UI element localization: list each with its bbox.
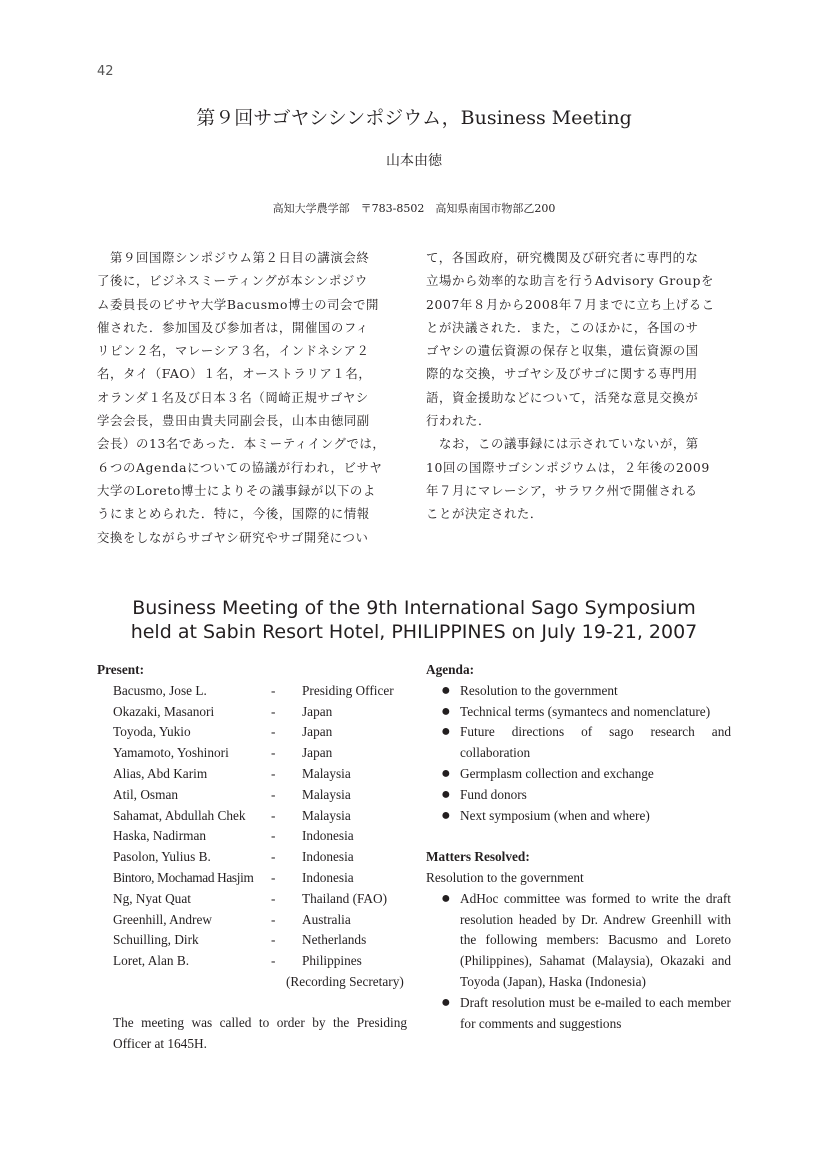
present-section xyxy=(97,660,407,1054)
attendee-role: Japan xyxy=(302,724,333,740)
jp-text-line: て，各国政府，研究機関及び研究者に専門的な xyxy=(426,250,699,265)
jp-text-line: 際的な交換，サゴヤシ及びサゴに関する専門用 xyxy=(426,366,698,382)
attendee-name: Sahamat, Abdullah Chek xyxy=(113,807,246,823)
jp-text-line: 年７月にマレーシア，サラワク州で開催される xyxy=(426,482,698,498)
attendee-dash: - xyxy=(271,911,276,927)
jp-text-line: うにまとめられた．特に，今後，国際的に情報 xyxy=(97,506,370,522)
bullet-icon: ● xyxy=(441,764,451,782)
attendee-row xyxy=(97,785,407,806)
attendee-dash: - xyxy=(271,932,276,948)
call-to-order-text: The meeting was called to order by the Presiding Officer at 1645H. xyxy=(113,1014,407,1051)
bullet-icon: ● xyxy=(441,993,451,1011)
agenda-item xyxy=(426,764,731,785)
matters-item xyxy=(426,993,731,1035)
attendee-dash: - xyxy=(271,703,276,719)
attendee-dash: - xyxy=(271,786,276,802)
attendee-role: Japan xyxy=(302,745,333,761)
jp-text-line: 10回の国際サゴシンポジウムは，２年後の2009 xyxy=(426,459,710,475)
attendee-name: Okazaki, Masanori xyxy=(113,703,215,719)
attendee-name: Schuilling, Dirk xyxy=(113,932,199,948)
attendee-name: Pasolon, Yulius B. xyxy=(113,849,211,865)
attendee-dash: - xyxy=(271,745,276,761)
agenda-item xyxy=(426,722,731,764)
attendee-name: Ng, Nyat Quat xyxy=(113,890,191,906)
agenda-item xyxy=(426,785,731,806)
bullet-icon: ● xyxy=(441,702,451,720)
attendee-dash: - xyxy=(271,724,276,740)
attendee-name: Yamamoto, Yoshinori xyxy=(113,745,229,761)
attendee-role: Philippines xyxy=(302,953,362,969)
agenda-item xyxy=(426,681,731,702)
attendee-dash: - xyxy=(271,953,276,969)
agenda-item-text: Future directions of sago research and collaboration xyxy=(460,724,731,761)
jp-text-line: 大学のLoreto博士によりその議事録が以下のよ xyxy=(97,482,376,498)
jp-text-line: とが決議された．また，このほかに，各国のサ xyxy=(426,319,699,335)
jp-body-left-column xyxy=(97,246,403,549)
attendee-row xyxy=(97,889,407,910)
attendee-dash: - xyxy=(271,682,276,698)
attendee-role: Malaysia xyxy=(302,765,351,781)
bullet-icon: ● xyxy=(441,681,451,699)
page-number: 42 xyxy=(97,64,114,79)
matters-item-text: Draft resolution must be e-mailed to each member for comments and suggestions xyxy=(460,994,731,1031)
attendee-dash: - xyxy=(271,828,276,844)
matters-resolved-label: Matters Resolved: xyxy=(426,849,530,865)
attendee-role: Indonesia xyxy=(302,849,354,865)
attendee-name: Haska, Nadirman xyxy=(113,828,207,844)
jp-text-line: 第９回国際シンポジウム第２日目の講演会終 xyxy=(97,250,370,265)
jp-text-line: 行われた． xyxy=(426,413,491,429)
agenda-item-text: Next symposium (when and where) xyxy=(460,807,650,823)
agenda-item xyxy=(426,702,731,723)
attendee-name: Atil, Osman xyxy=(113,786,179,802)
attendee-row xyxy=(97,951,407,972)
jp-body-right-column xyxy=(426,246,732,526)
present-label: Present: xyxy=(97,662,145,677)
agenda-section xyxy=(426,660,731,1034)
jp-text-line: ６つのAgendaについての協議が行われ，ビサヤ xyxy=(97,459,383,475)
attendee-row xyxy=(97,702,407,723)
attendee-role: Indonesia xyxy=(302,869,354,885)
jp-text-line: 名，タイ（FAO）１名，オーストラリア１名， xyxy=(97,366,372,382)
jp-text-line: 交換をしながらサゴヤシ研究やサゴ開発につい xyxy=(97,529,369,545)
bullet-icon: ● xyxy=(441,889,451,907)
jp-text-line: 2007年８月から2008年７月までに立ち上げるこ xyxy=(426,296,715,312)
attendee-row xyxy=(97,681,407,702)
jp-text-line: リピン２名，マレーシア３名，インドネシア２ xyxy=(97,343,370,359)
attendee-row xyxy=(97,868,407,889)
attendee-role: Malaysia xyxy=(302,807,351,823)
jp-text-line: ム委員長のビサヤ大学Bacusmo博士の司会で開 xyxy=(97,296,380,312)
jp-text-line: 学会会長，豊田由貴夫同副会長，山本由徳同副 xyxy=(97,413,370,429)
jp-text-line: 立場から効率的な助言を行うAdvisory Groupを xyxy=(426,273,714,289)
agenda-item-text: Resolution to the government xyxy=(460,682,618,698)
attendee-row xyxy=(97,826,407,847)
matters-resolved-subheading: Resolution to the government xyxy=(426,869,584,885)
jp-text-line: なお，この議事録には示されていないが，第 xyxy=(426,436,699,452)
attendee-dash: - xyxy=(271,849,276,865)
jp-text-line: ゴヤシの遺伝資源の保存と収集，遺伝資源の国 xyxy=(426,343,699,359)
section-spacer xyxy=(426,826,731,847)
attendee-row xyxy=(97,743,407,764)
attendee-role: Japan xyxy=(302,703,333,719)
attendee-dash: - xyxy=(271,807,276,823)
attendee-name: Loret, Alan B. xyxy=(113,953,190,969)
bullet-icon: ● xyxy=(441,723,451,741)
attendee-role: Indonesia xyxy=(302,828,354,844)
agenda-item xyxy=(426,806,731,827)
en-heading-line: Business Meeting of the 9th International Sago Symposium xyxy=(132,597,696,619)
matters-item xyxy=(426,889,731,993)
jp-text-line: 会長）の13名であった．本ミーティイングでは， xyxy=(97,436,386,452)
attendee-row xyxy=(97,806,407,827)
agenda-label: Agenda: xyxy=(426,662,475,677)
jp-affiliation: 高知大学農学部 〒783-8502 高知県南国市物部乙200 xyxy=(272,202,556,215)
attendee-role: Malaysia xyxy=(302,786,351,802)
agenda-item-text: Germplasm collection and exchange xyxy=(460,765,654,781)
attendee-name: Alias, Abd Karim xyxy=(113,765,208,781)
attendee-row xyxy=(97,764,407,785)
agenda-item-text: Fund donors xyxy=(460,786,527,802)
attendee-row xyxy=(97,930,407,951)
attendee-role: Netherlands xyxy=(302,932,367,948)
en-heading-line: held at Sabin Resort Hotel, PHILIPPINES on July 19-21, 2007 xyxy=(130,621,698,643)
attendee-role: Australia xyxy=(302,911,351,927)
attendee-dash: - xyxy=(271,765,276,781)
bullet-icon: ● xyxy=(441,785,451,803)
jp-author: 山本由徳 xyxy=(386,153,442,169)
jp-text-line: 語，資金援助などについて，活発な意見交換が xyxy=(426,389,699,405)
en-heading xyxy=(0,596,828,644)
attendee-name: Bintoro, Mochamad Hasjim xyxy=(113,869,254,885)
attendee-role: Thailand (FAO) xyxy=(302,890,388,906)
attendee-name: Toyoda, Yukio xyxy=(113,724,191,740)
bullet-icon: ● xyxy=(441,806,451,824)
attendee-row xyxy=(97,847,407,868)
attendee-row xyxy=(97,910,407,931)
attendee-name: Greenhill, Andrew xyxy=(113,911,212,927)
recording-secretary-note: (Recording Secretary) xyxy=(286,973,404,989)
jp-text-line: 催された．参加国及び参加者は，開催国のフィ xyxy=(97,319,369,335)
attendee-dash: - xyxy=(271,890,276,906)
attendee-name: Bacusmo, Jose L. xyxy=(113,682,207,698)
agenda-item-text: Technical terms (symantecs and nomenclature) xyxy=(460,703,711,719)
jp-title: 第９回サゴヤシシンポジウム，Business Meeting xyxy=(196,107,632,129)
jp-text-line: オランダ１名及び日本３名（岡崎正規サゴヤシ xyxy=(97,389,369,405)
matters-item-text: AdHoc committee was formed to write the draft resolution headed by Dr. Andrew Greenhill with the following members: Bacusmo and Loreto (Philippines), Sahamat (Malaysia), Okazaki and Toyoda (Japan), Haska (Indonesia) xyxy=(460,890,731,989)
attendee-role: Presiding Officer xyxy=(302,682,394,698)
attendee-list xyxy=(97,681,407,972)
jp-text-line: 了後に，ビジネスミーティングが本シンポジウ xyxy=(97,273,368,289)
jp-text-line: ことが決定された． xyxy=(426,506,543,522)
attendee-dash: - xyxy=(271,869,276,885)
attendee-row xyxy=(97,722,407,743)
